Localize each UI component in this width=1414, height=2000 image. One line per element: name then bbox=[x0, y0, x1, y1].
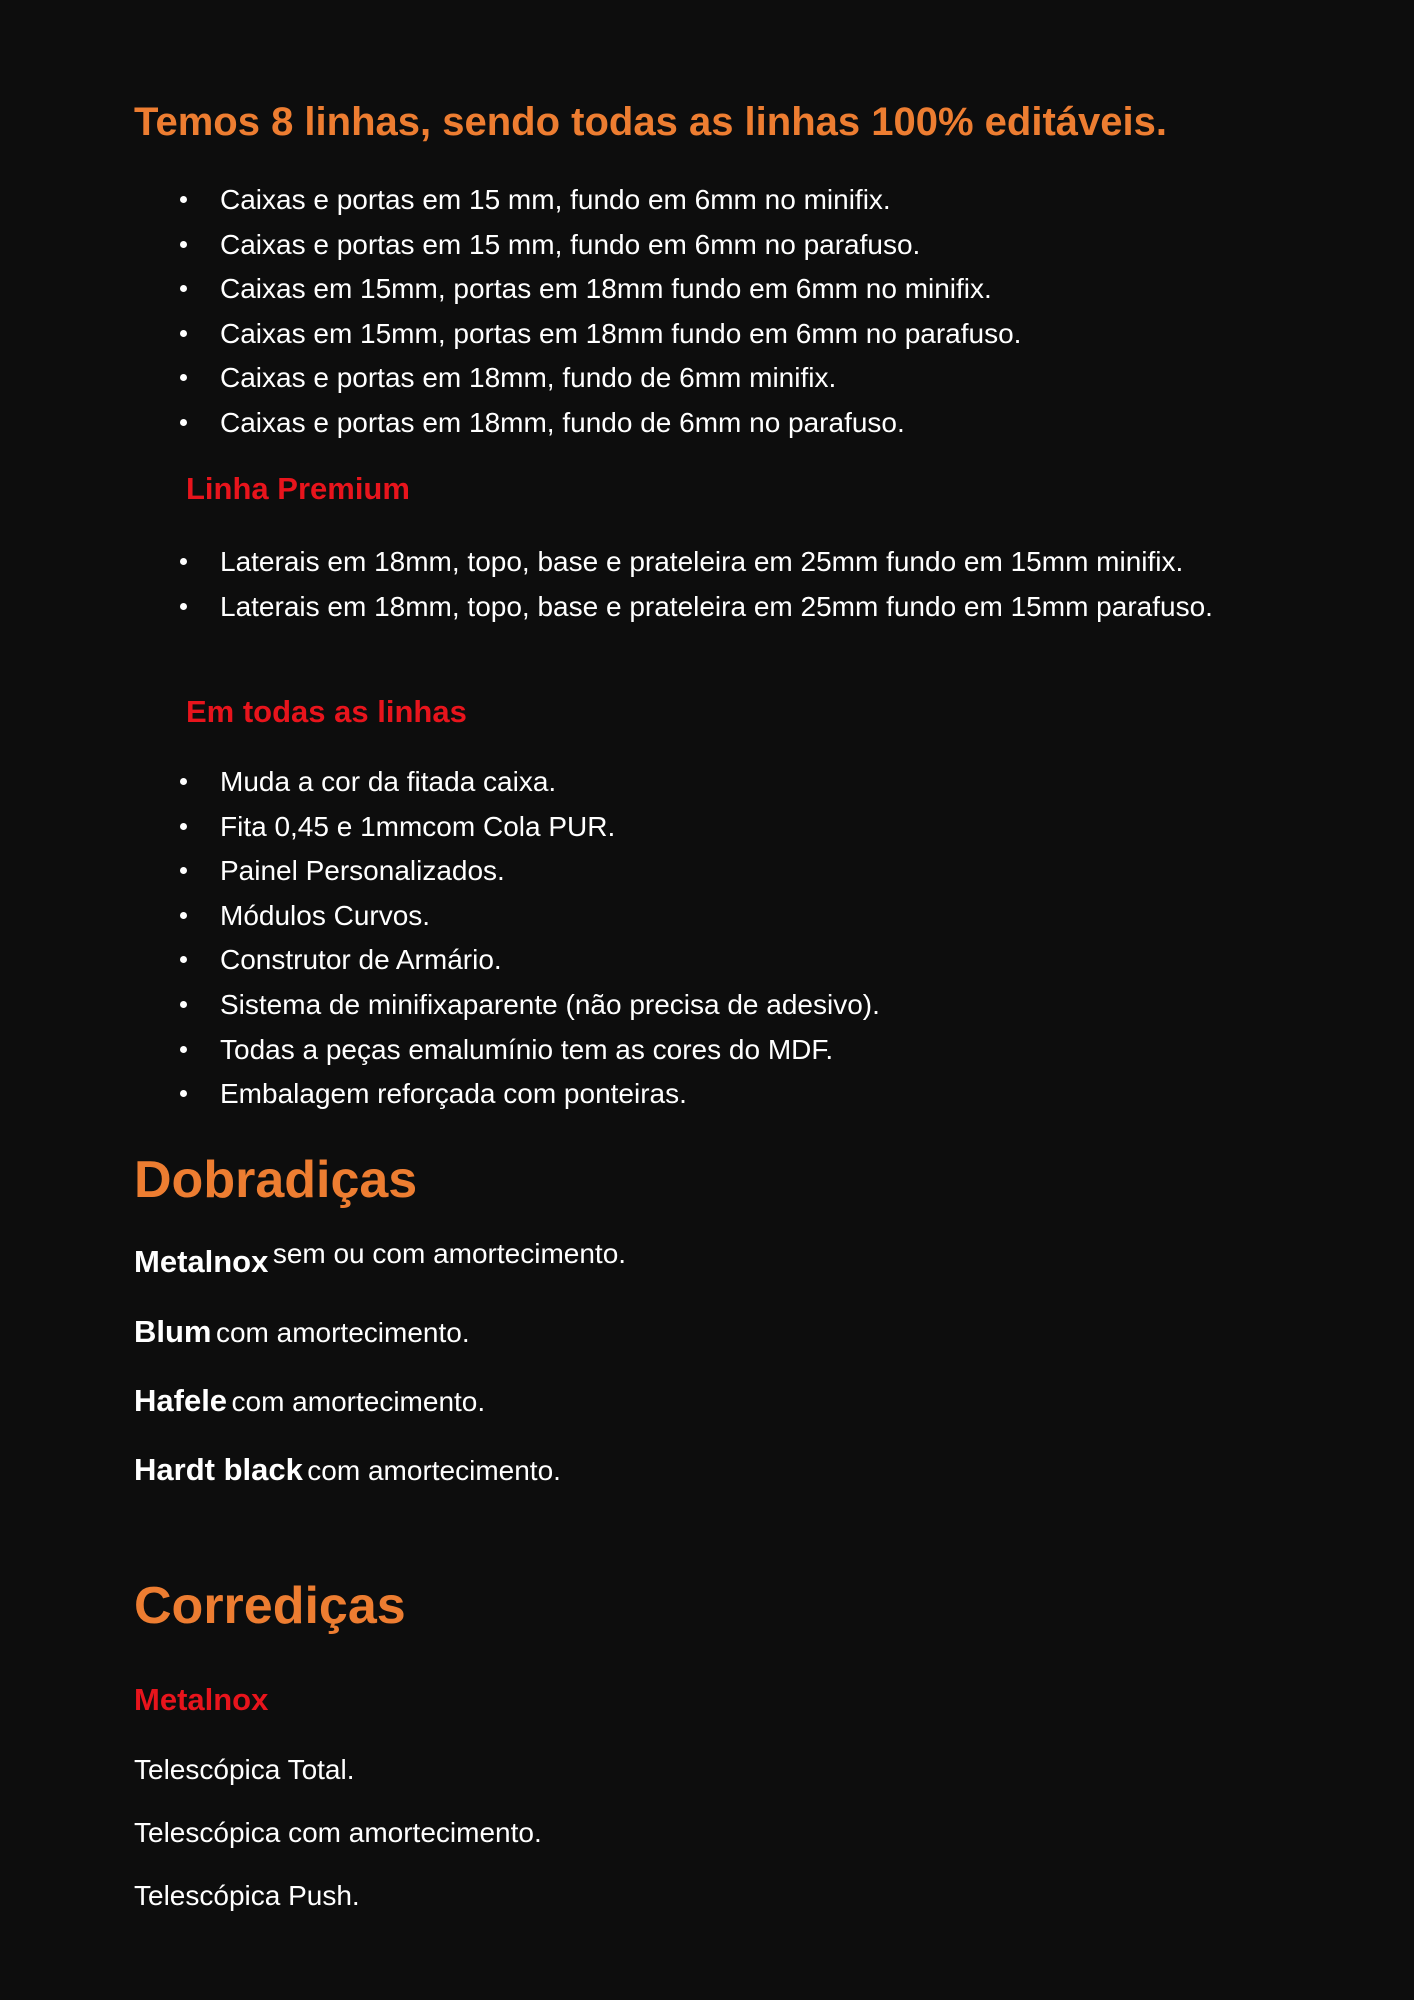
list-item: Todas a peças emalumínio tem as cores do MDF. bbox=[0, 1028, 880, 1073]
list-item: Caixas e portas em 15 mm, fundo em 6mm no parafuso. bbox=[0, 223, 1021, 268]
list-item: Caixas em 15mm, portas em 18mm fundo em 6mm no parafuso. bbox=[0, 312, 1021, 357]
hinge-item-hafele bbox=[134, 1383, 485, 1419]
hinge-brand: Hardt black bbox=[134, 1452, 303, 1487]
list-item: Caixas e portas em 18mm, fundo de 6mm minifix. bbox=[0, 356, 1021, 401]
slide-item: Telescópica com amortecimento. bbox=[134, 1817, 542, 1848]
slide-item: Telescópica Total. bbox=[134, 1754, 355, 1785]
lines-heading: Temos 8 linhas, sendo todas as linhas 100% editáveis. bbox=[134, 100, 1167, 144]
list-item: Caixas e portas em 15 mm, fundo em 6mm no minifix. bbox=[0, 178, 1021, 223]
list-item: Fita 0,45 e 1mmcom Cola PUR. bbox=[0, 805, 880, 850]
slide-item: Telescópica Push. bbox=[134, 1880, 360, 1911]
slides-heading: Corrediças bbox=[134, 1577, 406, 1635]
hinge-item-blum bbox=[134, 1314, 470, 1350]
hinges-heading: Dobradiças bbox=[134, 1151, 418, 1209]
hinge-desc: com amortecimento. bbox=[231, 1386, 486, 1417]
list-item: Construtor de Armário. bbox=[0, 938, 880, 983]
list-item: Caixas em 15mm, portas em 18mm fundo em 6mm no minifix. bbox=[0, 267, 1021, 312]
list-item: Caixas e portas em 18mm, fundo de 6mm no parafuso. bbox=[0, 401, 1021, 446]
hinge-desc: com amortecimento. bbox=[215, 1317, 470, 1348]
hinge-brand: Hafele bbox=[134, 1383, 228, 1418]
all-lines-heading: Em todas as linhas bbox=[186, 694, 467, 729]
list-item: Embalagem reforçada com ponteiras. bbox=[0, 1072, 880, 1117]
hinge-item-metalnox bbox=[134, 1238, 627, 1280]
hinge-desc: sem ou com amortecimento. bbox=[272, 1238, 627, 1269]
list-item: Painel Personalizados. bbox=[0, 849, 880, 894]
hinge-brand: Blum bbox=[134, 1314, 212, 1349]
lines-list bbox=[0, 178, 1021, 446]
all-lines-list bbox=[0, 760, 880, 1117]
hinge-desc: com amortecimento. bbox=[307, 1455, 561, 1486]
list-item: Muda a cor da fitada caixa. bbox=[0, 760, 880, 805]
slides-brand: Metalnox bbox=[134, 1682, 269, 1717]
hinge-item-hardt-black bbox=[134, 1452, 561, 1488]
premium-heading: Linha Premium bbox=[186, 471, 410, 506]
list-item: Sistema de minifixaparente (não precisa de adesivo). bbox=[0, 983, 880, 1028]
list-item: Laterais em 18mm, topo, base e prateleira em 25mm fundo em 15mm parafuso. bbox=[0, 585, 1213, 630]
hinge-brand: Metalnox bbox=[134, 1244, 269, 1279]
premium-list bbox=[0, 540, 1213, 629]
list-item: Módulos Curvos. bbox=[0, 894, 880, 939]
list-item: Laterais em 18mm, topo, base e prateleira em 25mm fundo em 15mm minifix. bbox=[0, 540, 1213, 585]
